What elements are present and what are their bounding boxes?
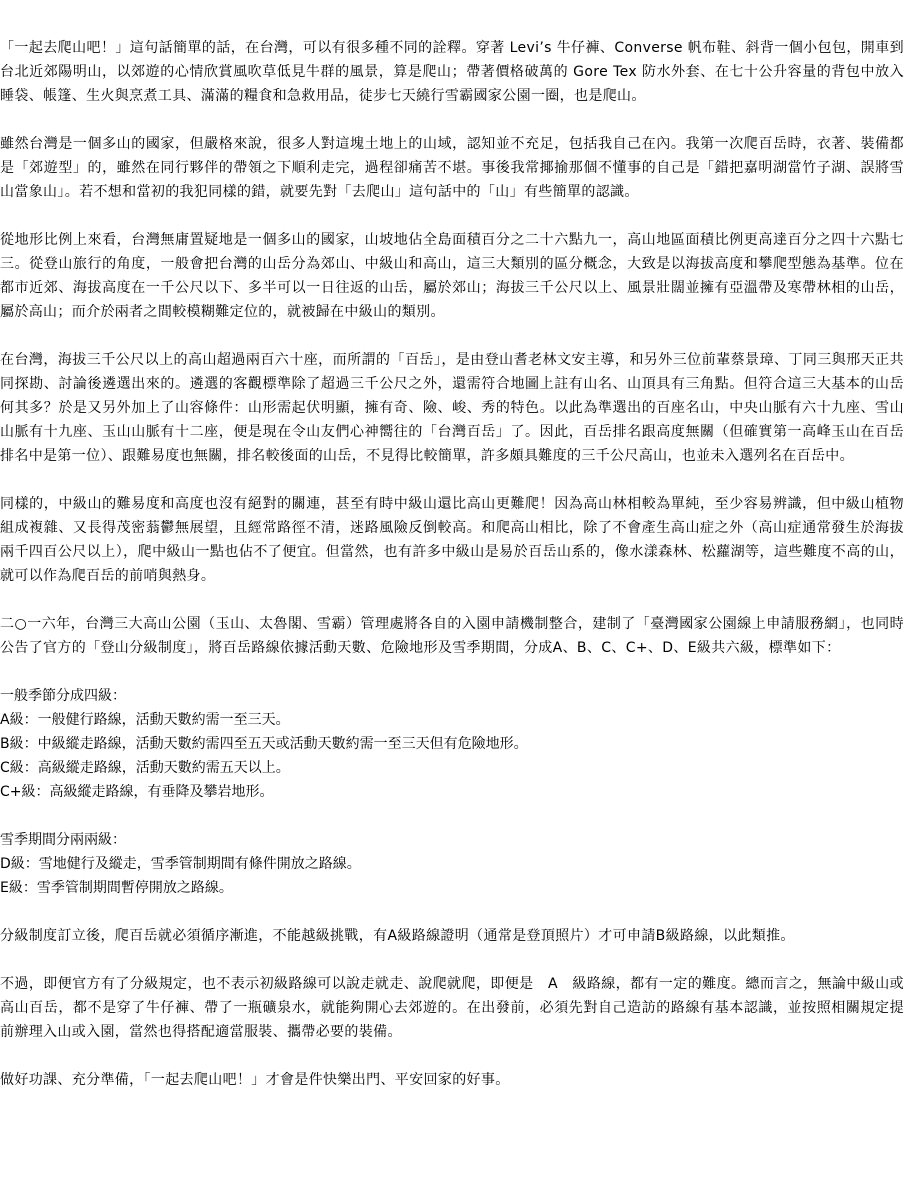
paragraph-closing: 做好功課、充分準備，「一起去爬山吧！」才會是件快樂出門、平安回家的好事。: [0, 1072, 510, 1088]
paragraph-baiyue: 在台灣，海拔三千公尺以上的高山超過兩百六十座，而所謂的「百岳」，是由登山耆老林文安主導，和另外三位前輩蔡景璋、丁同三與邢天正共同探勘、討論後遴選出來的。遴選的客觀標準除了超過三千公尺之外，還需符合地圖上註有山名、山頂具有三角點。但符合這三大基本的山岳何其多？於是又另外加上了山容條件：山形需起伏明顯，擁有奇、險、峻、秀的特色。以此為準選出的百座名山，中央山脈有六十九座、雪山山脈有十九座、玉山山脈有十二座，便是現在令山友們心神嚮往的「台灣百岳」了。因此，百岳排名跟高度無關（但確實第一高峰玉山在百岳排名中是第一位）、跟難易度也無關，排名較後面的山岳，不見得比較簡單，許多頗具難度的三千公尺高山，也並未入選列名在百岳中。: [0, 352, 904, 464]
paragraph-progression: 分級制度訂立後，爬百岳就必須循序漸進，不能越級挑戰，有A級路線證明（通常是登頂照片）才可申請B級路線，以此類推。: [0, 928, 795, 944]
general-season-heading: 一般季節分成四級：: [0, 688, 126, 704]
paragraph-grading-system: 二○一六年，台灣三大高山公園（玉山、太魯閣、雪霸）管理處將各自的入園申請機制整合，建制了「臺灣國家公園線上申請服務網」，也同時公告了官方的「登山分級制度」，將百岳路線依據活動天數、危險地形及雪季期間，分成A、B、C、C+、D、E級共六級，標準如下：: [0, 616, 904, 656]
snow-season-grades: [0, 828, 904, 900]
grade-a-item: A級：一般健行路線，活動天數約需一至三天。: [0, 712, 290, 728]
grade-b-item: B級：中級縱走路線，活動天數約需四至五天或活動天數約需一至三天但有危險地形。: [0, 736, 528, 752]
snow-season-heading: 雪季期間分兩兩級：: [0, 832, 126, 848]
paragraph-first-climb: 雖然台灣是一個多山的國家，但嚴格來說，很多人對這塊土地上的山域，認知並不充足，包括我自己在內。我第一次爬百岳時，衣著、裝備都是「郊遊型」的，雖然在同行夥伴的帶領之下順利走完，過程卻痛苦不堪。事後我常揶揄那個不懂事的自己是「錯把嘉明湖當竹子湖、誤將雪山當象山」。若不想和當初的我犯同樣的錯，就要先對「去爬山」這句話中的「山」有些簡單的認識。: [0, 136, 904, 200]
paragraph-preparation: 不過，即便官方有了分級規定，也不表示初級路線可以說走就走、說爬就爬，即便是 A 級路線，都有一定的難度。總而言之，無論中級山或高山百岳，都不是穿了牛仔褲、帶了一瓶礦泉水，就能夠開心去郊遊的。在出發前，必須先對自己造訪的路線有基本認識，並按照相關規定提前辦理入山或入園，當然也得搭配適當服裝、攜帶必要的裝備。: [0, 976, 904, 1040]
grade-cplus-item: C+級：高級縱走路線，有垂降及攀岩地形。: [0, 784, 274, 800]
grade-d-item: D級：雪地健行及縱走，雪季管制期間有條件開放之路線。: [0, 856, 361, 872]
grade-c-item: C級：高級縱走路線，活動天數約需五天以上。: [0, 760, 290, 776]
general-season-grades: [0, 684, 904, 804]
paragraph-terrain: 從地形比例上來看，台灣無庸置疑地是一個多山的國家，山坡地佔全島面積百分之二十六點九一，高山地區面積比例更高達百分之四十六點七三。從登山旅行的角度，一般會把台灣的山岳分為郊山、中級山和高山，這三大類別的區分概念，大致是以海拔高度和攀爬型態為基準。位在都市近郊、海拔高度在一千公尺以下、多半可以一日往返的山岳，屬於郊山；海拔三千公尺以上、風景壯闊並擁有亞溫帶及寒帶林相的山岳，屬於高山；而介於兩者之間較模糊難定位的，就被歸在中級山的類別。: [0, 232, 904, 320]
paragraph-mid-level: 同樣的，中級山的難易度和高度也沒有絕對的關連，甚至有時中級山還比高山更難爬！因為高山林相較為單純，至少容易辨識，但中級山植物組成複雜、又長得茂密蓊鬱無展望，且經常路徑不清，迷路風險反倒較高。和爬高山相比，除了不會產生高山症之外（高山症通常發生於海拔兩千四百公尺以上），爬中級山一點也佔不了便宜。但當然，也有許多中級山是易於百岳山系的，像水漾森林、松蘿湖等，這些難度不高的山，就可以作為爬百岳的前哨與熱身。: [0, 496, 904, 584]
grade-e-item: E級：雪季管制期間暫停開放之路線。: [0, 880, 233, 896]
paragraph-intro: 「一起去爬山吧！」這句話簡單的話，在台灣，可以有很多種不同的詮釋。穿著 Levi’s 牛仔褲、Converse 帆布鞋、斜背一個小包包，開車到台北近郊陽明山，以郊遊的心情欣賞風吹草低見牛群的風景，算是爬山；帶著價格破萬的 Gore Tex 防水外套、在七十公升容量的背包中放入睡袋、帳篷、生火與烹煮工具、滿滿的糧食和急救用品，徒步七天繞行雪霸國家公園一圈，也是爬山。: [0, 40, 904, 104]
